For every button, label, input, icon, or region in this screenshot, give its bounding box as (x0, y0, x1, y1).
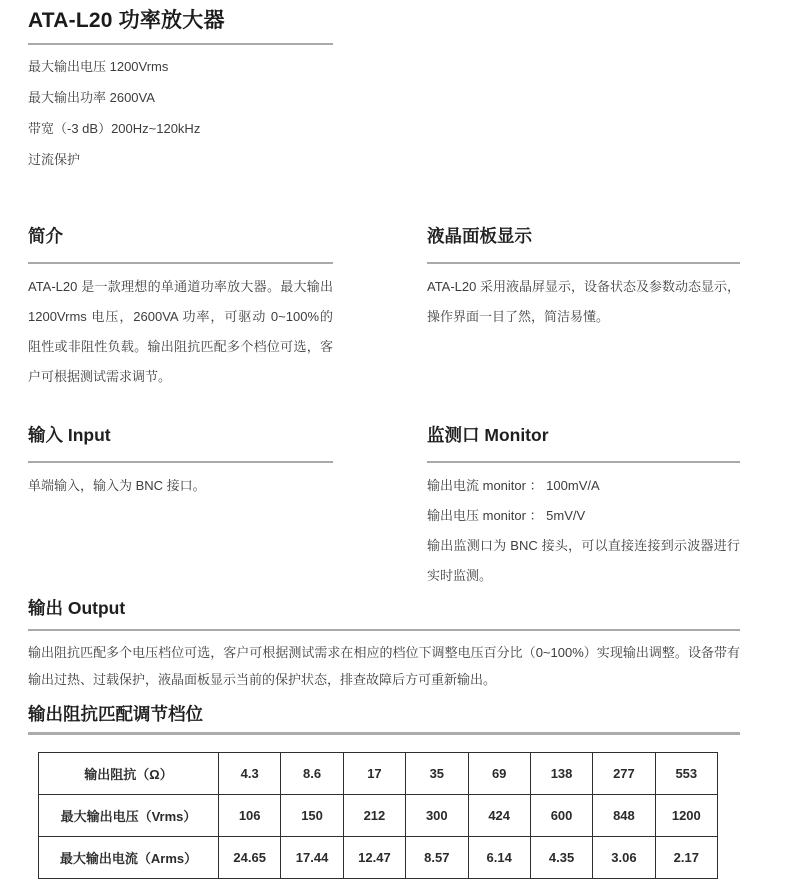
section-monitor (427, 422, 740, 591)
columns-input-monitor (28, 422, 740, 591)
table-cell: 6.14 (468, 837, 530, 879)
section-gear-table (28, 701, 740, 879)
table-cell: 150 (281, 795, 343, 837)
table-cell: 600 (530, 795, 592, 837)
table-cell: 424 (468, 795, 530, 837)
table-cell: 553 (655, 753, 717, 795)
table-cell: 212 (343, 795, 405, 837)
section-heading-gear: 输出阻抗匹配调节档位 (28, 704, 203, 724)
table-cell: 1200 (655, 795, 717, 837)
feature-list (28, 51, 740, 175)
monitor-line-bnc: 输出监测口为 BNC 接头，可以直接连接到示波器进行实时监测。 (427, 538, 740, 583)
table-cell: 277 (593, 753, 655, 795)
section-divider (427, 262, 740, 264)
feature-item: 带宽（-3 dB）200Hz~120kHz (28, 121, 201, 136)
section-heading-lcd: 液晶面板显示 (427, 226, 532, 246)
section-lcd (427, 223, 740, 392)
feature-item: 过流保护 (28, 152, 81, 167)
monitor-line-current: 输出电流 monitor ： 100mV/A (427, 478, 600, 493)
section-divider (427, 461, 740, 463)
feature-item: 最大输出功率 2600VA (28, 90, 155, 105)
table-cell: 35 (406, 753, 468, 795)
section-body-output: 输出阻抗匹配多个电压档位可选，客户可根据测试需求在相应的档位下调整电压百分比（0~100%）实现输出调整。设备带有输出过热、过载保护，液晶面板显示当前的保护状态，排查故障后方可重新输出。 (28, 645, 740, 687)
section-intro (28, 223, 333, 392)
table-cell: 24.65 (219, 837, 281, 879)
table-cell: 138 (530, 753, 592, 795)
section-body-lcd: ATA-L20 采用液晶屏显示，设备状态及参数动态显示，操作界面一目了然，简洁易懂。 (427, 279, 740, 324)
table-cell: 106 (219, 795, 281, 837)
section-heading-output: 输出 Output (28, 598, 126, 618)
row-label: 最大输出电流（Arms） (39, 837, 219, 879)
table-cell: 12.47 (343, 837, 405, 879)
row-label: 输出阻抗（Ω） (39, 753, 219, 795)
table-cell: 8.6 (281, 753, 343, 795)
table-row-max-voltage (39, 795, 718, 837)
section-body-input: 单端输入，输入为 BNC 接口。 (28, 478, 206, 493)
table-row-max-current (39, 837, 718, 879)
table-cell: 4.3 (219, 753, 281, 795)
table-cell: 8.57 (406, 837, 468, 879)
row-label: 最大输出电压（Vrms） (39, 795, 219, 837)
section-divider-full (28, 629, 740, 631)
section-heading-monitor: 监测口 Monitor (427, 425, 549, 445)
monitor-line-voltage: 输出电压 monitor ： 5mV/V (427, 508, 586, 523)
table-cell: 848 (593, 795, 655, 837)
table-cell: 17.44 (281, 837, 343, 879)
section-heading-input: 输入 Input (28, 425, 111, 445)
table-cell: 2.17 (655, 837, 717, 879)
page-title: ATA-L20 功率放大器 (28, 9, 225, 32)
title-divider (28, 43, 333, 45)
table-cell: 300 (406, 795, 468, 837)
table-cell: 17 (343, 753, 405, 795)
table-cell: 3.06 (593, 837, 655, 879)
section-body-intro: ATA-L20 是一款理想的单通道功率放大器。最大输出 1200Vrms 电压，2600VA 功率，可驱动 0~100%的阻性或非阻性负载。输出阻抗匹配多个档位可选，客户可根据测试需求调节。 (28, 279, 333, 384)
section-output (28, 595, 740, 693)
section-divider (28, 461, 333, 463)
columns-intro-lcd (28, 223, 740, 392)
table-cell: 69 (468, 753, 530, 795)
table-cell: 4.35 (530, 837, 592, 879)
output-impedance-table (38, 752, 718, 879)
feature-item: 最大输出电压 1200Vrms (28, 59, 169, 74)
section-divider-thick (28, 732, 740, 735)
section-heading-intro: 简介 (28, 226, 63, 246)
section-divider (28, 262, 333, 264)
section-input (28, 422, 333, 591)
table-row-impedance (39, 753, 718, 795)
